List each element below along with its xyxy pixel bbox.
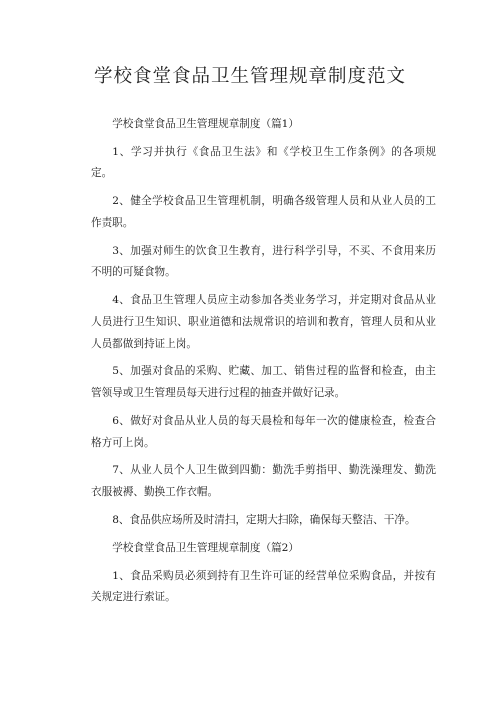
rule-paragraph-5: 5、加强对食品的采购、贮藏、加工、销售过程的监督和检查，由主管领导或卫生管理员每天进行过程的抽查并做好记录。 (91, 365, 436, 400)
rule-paragraph-2: 2、健全学校食品卫生管理机制，明确各级管理人员和从业人员的工作责职。 (91, 195, 436, 229)
rule-paragraph-9: 1、食品采购员必须到持有卫生许可证的经营单位采购食品，并按有关规定进行索证。 (91, 569, 436, 604)
document-title: 学校食堂食品卫生管理规章制度范文 (93, 66, 406, 87)
rule-paragraph-1: 1、学习并执行《食品卫生法》和《学校卫生工作条例》的各项规定。 (91, 145, 436, 180)
rule-paragraph-6: 6、做好对食品从业人员的每天晨检和每年一次的健康检查，检查合格方可上岗。 (91, 414, 436, 449)
rule-paragraph-7: 7、从业人员个人卫生做到四勤：勤洗手剪指甲、勤洗澡理发、勤洗衣服被褥、勤换工作衣帽。 (91, 464, 436, 498)
section-heading-2: 学校食堂食品卫生管理规章制度（篇2） (112, 541, 300, 554)
rule-paragraph-3: 3、加强对师生的饮食卫生教育，进行科学引导，不买、不食用来历不明的可疑食物。 (91, 244, 436, 279)
document-body (91, 114, 436, 615)
rule-paragraph-8: 8、食品供应场所及时清扫，定期大扫除，确保每天整洁、干净。 (112, 513, 416, 526)
section-heading-1: 学校食堂食品卫生管理规章制度（篇1） (112, 118, 300, 130)
rule-paragraph-4: 4、食品卫生管理人员应主动参加各类业务学习，并定期对食品从业人员进行卫生知识、职业道德和法规常识的培训和教育，管理人员和从业人员都做到持证上岗。 (91, 294, 436, 350)
